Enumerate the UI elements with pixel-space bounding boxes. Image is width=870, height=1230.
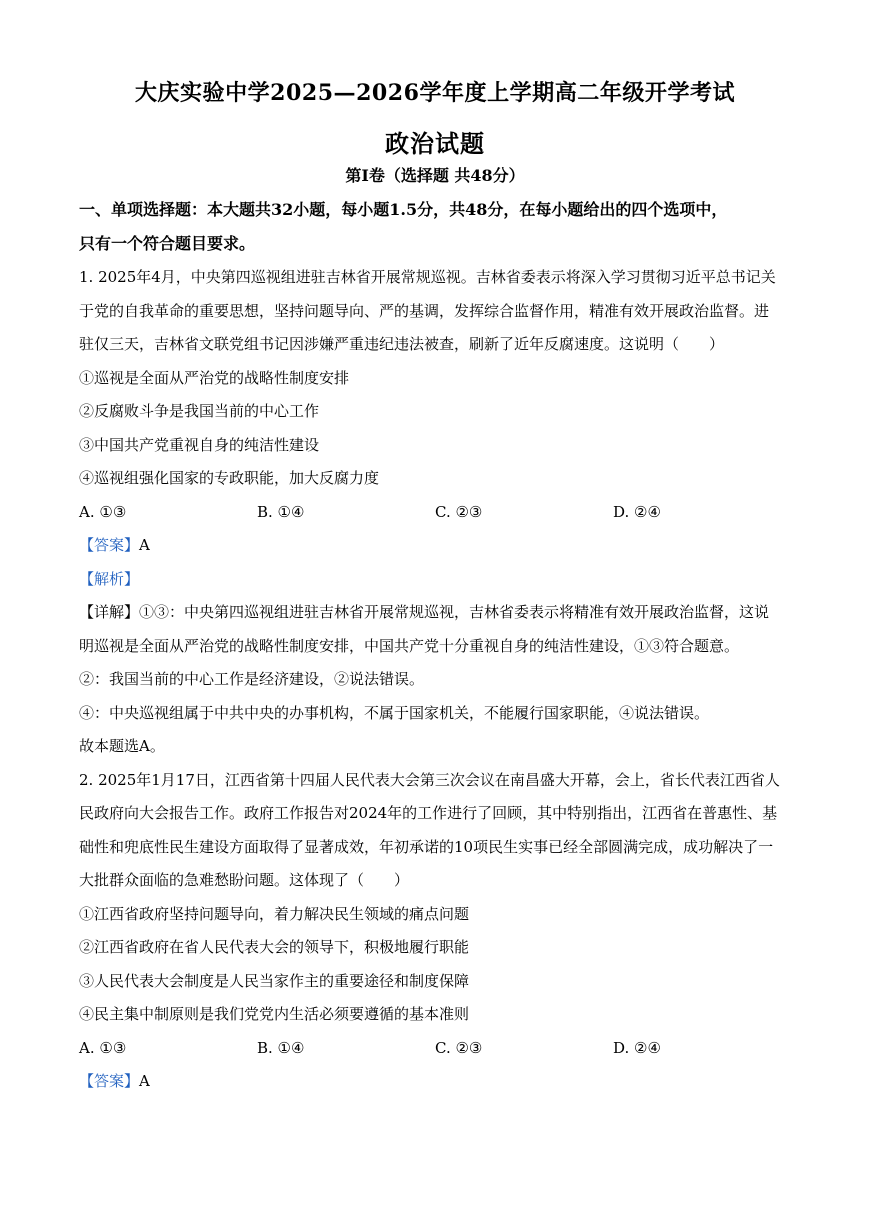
q2-item-4: ④民主集中制原则是我们党党内生活必须要遵循的基本准则	[79, 1005, 470, 1023]
q1-item-4: ④巡视组强化国家的专政职能，加大反腐力度	[79, 469, 380, 487]
q1-item-2: ②反腐败斗争是我国当前的中心工作	[79, 402, 320, 420]
answer-value: A	[139, 1072, 150, 1090]
q1-option-c[interactable]: C. ②③	[435, 502, 483, 521]
q2-stem-line: 民政府向大会报告工作。政府工作报告对2024年的工作进行了回顾，其中特别指出，江西省在普惠性、基	[79, 804, 778, 822]
q2-item-3: ③人民代表大会制度是人民当家作主的重要途径和制度保障	[79, 971, 470, 990]
question-1	[79, 261, 795, 764]
q1-item-3: ③中国共产党重视自身的纯洁性建设	[79, 435, 320, 454]
q1-detail-line: ④：中央巡视组属于中共中央的办事机构，不属于国家机关，不能履行国家职能，④说法错误。	[79, 703, 710, 722]
question-body	[79, 193, 795, 1099]
q2-option-c[interactable]: C. ②③	[435, 1038, 483, 1057]
q1-detail-line: 明巡视是全面从严治党的战略性制度安排，中国共产党十分重视自身的纯洁性建设，①③符合题意。	[79, 636, 740, 655]
q1-option-b[interactable]: B. ①④	[257, 502, 305, 521]
instruction-line-2: 只有一个符合题目要求。	[79, 234, 256, 253]
q1-item-1: ①巡视是全面从严治党的战略性制度安排	[79, 368, 350, 387]
q2-answer	[79, 1065, 795, 1099]
answer-tag: 【答案】	[79, 1072, 140, 1090]
q2-stem-line: 大批群众面临的急难愁盼问题。这体现了（ ）	[79, 871, 410, 889]
question-2	[79, 764, 795, 1099]
q1-options	[79, 496, 795, 530]
q2-options	[79, 1032, 795, 1066]
q2-item-2: ②江西省政府在省人民代表大会的领导下，积极地履行职能	[79, 938, 470, 956]
q1-option-d[interactable]: D. ②④	[613, 502, 661, 521]
q2-stem-line: 础性和兜底性民生建设方面取得了显著成效，年初承诺的10项民生实事已经全部圆满完成，成功解决了一	[79, 837, 774, 856]
q2-option-a[interactable]: A. ①③	[79, 1038, 127, 1057]
q2-option-b[interactable]: B. ①④	[257, 1038, 305, 1057]
detail-text: ①③：中央第四巡视组进驻吉林省开展常规巡视，吉林省委表示将精准有效开展政治监督，这说	[139, 603, 770, 621]
q1-option-a[interactable]: A. ①③	[79, 502, 127, 521]
detail-tag: 【详解】	[79, 603, 140, 621]
q2-stem-line: 2. 2025年1月17日，江西省第十四届人民代表大会第三次会议在南昌盛大开幕，会上，省长代表江西省人	[79, 770, 780, 789]
subject-title: 政治试题	[385, 129, 485, 158]
q1-answer	[79, 529, 795, 563]
answer-tag: 【答案】	[79, 536, 140, 554]
answer-value: A	[139, 536, 150, 554]
q1-detail-line	[79, 596, 795, 630]
q2-option-d[interactable]: D. ②④	[613, 1038, 661, 1057]
q1-detail-line: ②：我国当前的中心工作是经济建设，②说法错误。	[79, 670, 425, 688]
q1-conclusion: 故本题选A。	[79, 737, 165, 755]
instruction-line-1: 一、单项选择题：本大题共32小题，每小题1.5分，共48分，在每小题给出的四个选项中，	[79, 200, 728, 219]
q1-stem-line: 驻仅三天，吉林省文联党组书记因涉嫌严重违纪违法被查，刷新了近年反腐速度。这说明（ ）	[79, 335, 725, 353]
analysis-tag: 【解析】	[79, 569, 140, 588]
part-heading: 第Ⅰ卷（选择题 共48分）	[345, 166, 525, 185]
q1-stem-line: 1. 2025年4月，中央第四巡视组进驻吉林省开展常规巡视。吉林省委表示将深入学习贯彻习近平总书记关	[79, 268, 776, 286]
exam-title: 大庆实验中学2025—2026学年度上学期高二年级开学考试	[134, 80, 736, 106]
q1-stem-line: 于党的自我革命的重要思想，坚持问题导向、严的基调，发挥综合监督作用，精准有效开展政治监督。进	[79, 301, 770, 320]
q2-item-1: ①江西省政府坚持问题导向，着力解决民生领域的痛点问题	[79, 904, 470, 923]
